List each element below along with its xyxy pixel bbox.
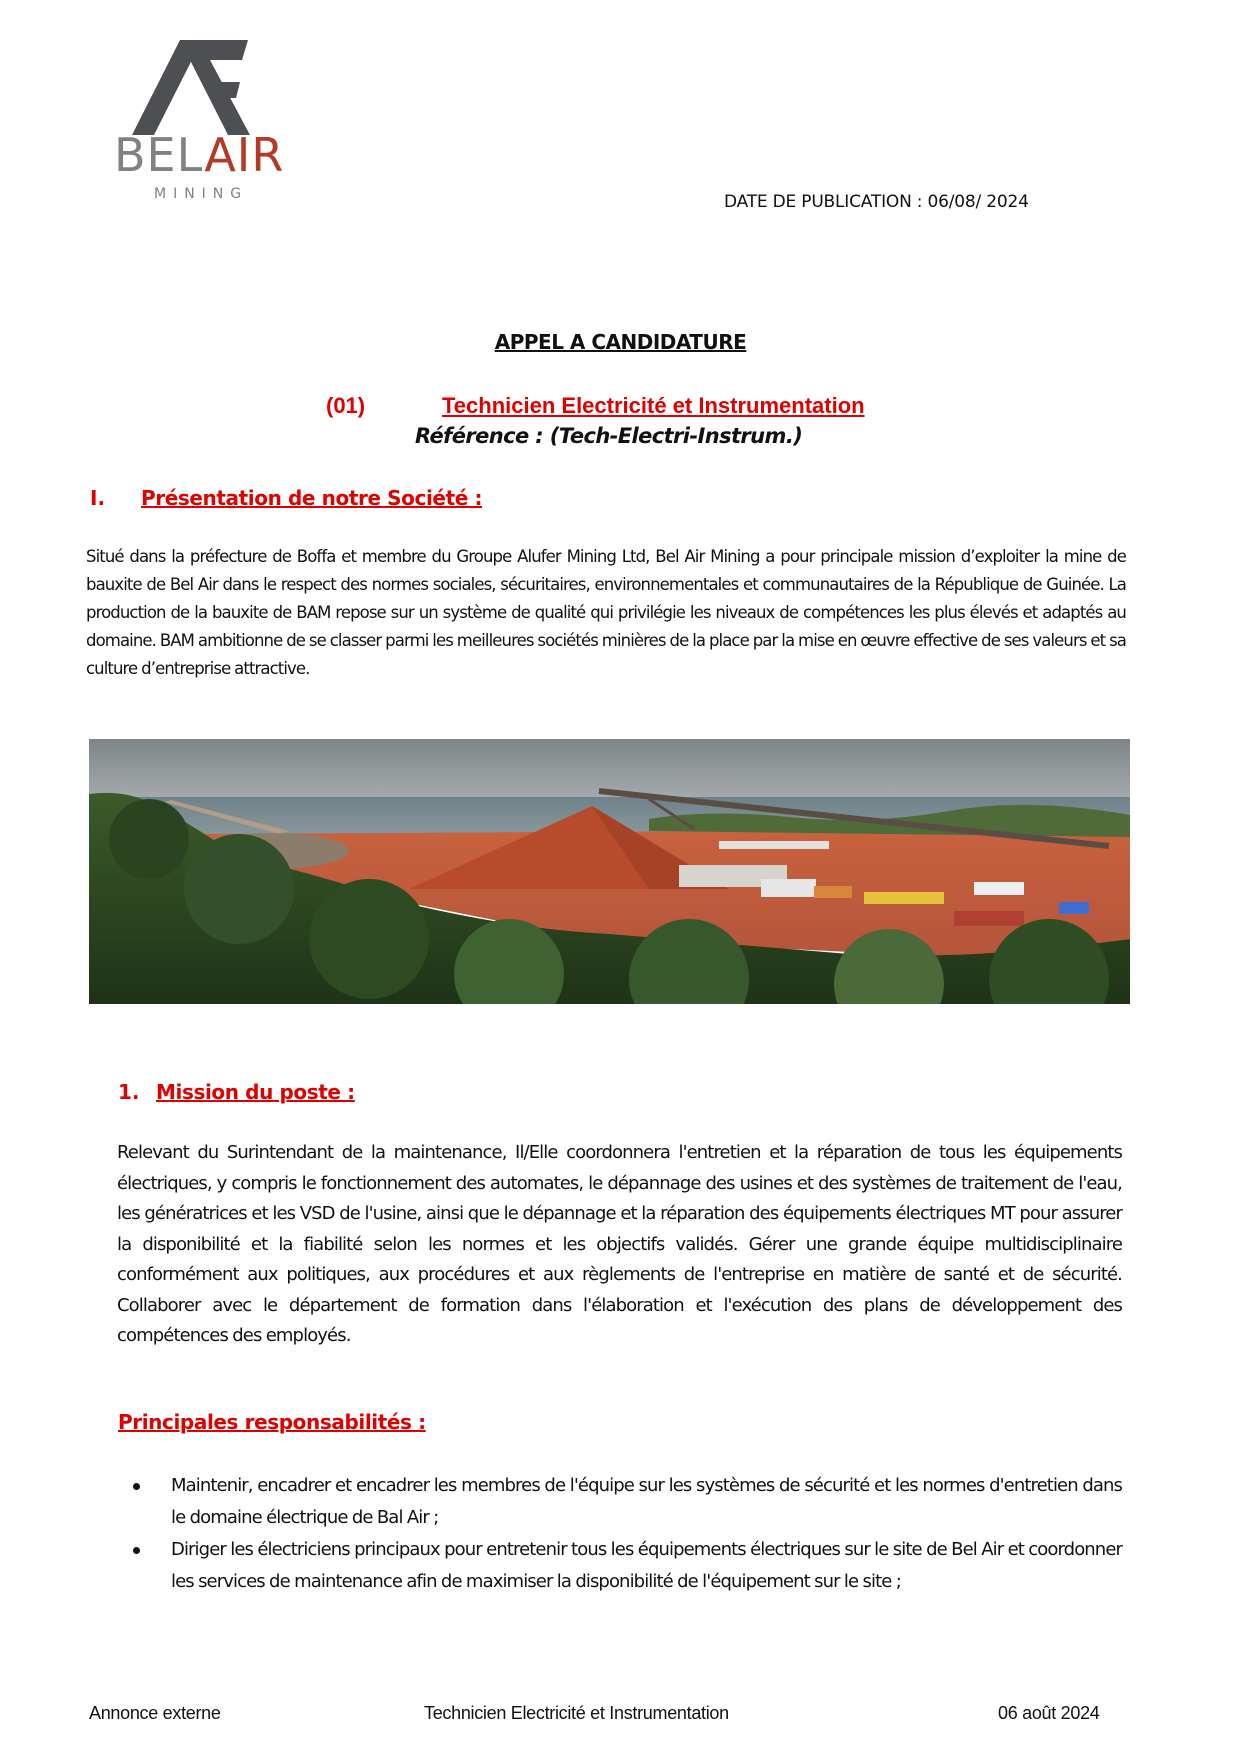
- af-logo-mark-icon: [110, 40, 310, 135]
- footer-right-date: 06 août 2024: [998, 1703, 1100, 1723]
- job-number: (01): [326, 393, 366, 418]
- responsibility-text: Diriger les électriciens principaux pour entretenir tous les équipements électriques sur le site de Bel Air et coordonner les services de maintenance afin de maximiser la disponibilité de l'équipement sur le site ;: [171, 1539, 1122, 1592]
- footer-left: Annonce externe: [89, 1703, 221, 1723]
- responsibility-text: Maintenir, encadrer et encadrer les membres de l'équipe sur les systèmes de sécurité et les normes d'entretien dans le domaine électrique de Bal Air ;: [171, 1475, 1122, 1528]
- section-heading-mission: Mission du poste :: [156, 1080, 355, 1104]
- logo-wordmark: [114, 128, 285, 182]
- section-number: I.: [90, 486, 106, 510]
- bullet-icon: [133, 1483, 140, 1490]
- document-title: APPEL A CANDIDATURE: [494, 330, 747, 354]
- job-title: Technicien Electricité et Instrumentation: [442, 393, 865, 418]
- logo-word-air: AIR: [204, 128, 285, 182]
- publication-date: DATE DE PUBLICATION : 06/08/ 2024: [724, 192, 1029, 212]
- mine-site-photo: [89, 739, 1130, 1004]
- company-logo: [110, 40, 310, 210]
- list-item: [117, 1470, 1122, 1534]
- mission-number: 1.: [118, 1080, 140, 1104]
- footer-center: Technicien Electricité et Instrumentation: [424, 1703, 729, 1723]
- logo-word-bel: BEL: [114, 128, 205, 182]
- job-reference: Référence : (Tech-Electri-Instrum.): [415, 424, 803, 448]
- section-heading-presentation: Présentation de notre Société :: [141, 486, 483, 510]
- logo-subtitle: MINING: [154, 186, 249, 202]
- bullet-icon: [133, 1547, 140, 1554]
- section-heading-responsibilities: Principales responsabilités :: [118, 1410, 426, 1434]
- mission-paragraph: Relevant du Surintendant de la maintenance, Il/Elle coordonnera l'entretien et la réparation de tous les équipements électriques, y compris le fonctionnement des automates, le dépannage des usines et des systèmes de traitement de l'eau, les génératrices et les VSD de l'usine, ainsi que le dépannage et la réparation des équipements électriques MT pour assurer la disponibilité et la fiabilité selon les normes et les objectifs validés. Gérer une grande équipe multidisciplinaire conformément aux politiques, aux procédures et aux règlements de l'entreprise en matière de santé et de sécurité. Collaborer avec le département de formation dans l'élaboration et l'exécution des plans de développement des compétences des employés.: [117, 1142, 1122, 1346]
- company-presentation-paragraph: Situé dans la préfecture de Boffa et membre du Groupe Alufer Mining Ltd, Bel Air Mining a pour principale mission d’exploiter la mine de bauxite de Bel Air dans le respect des normes sociales, sécuritaires, environnementales et communautaires de la République de Guinée. La production de la bauxite de BAM repose sur un système de qualité qui privilégie les niveaux de compétences les plus élevés et adaptés au domaine. BAM ambitionne de se classer parmi les meilleures sociétés minières de la place par la mise en œuvre effective de ses valeurs et sa culture d’entreprise attractive.: [86, 547, 1126, 678]
- responsibilities-list: [117, 1470, 1122, 1598]
- list-item: [117, 1534, 1122, 1598]
